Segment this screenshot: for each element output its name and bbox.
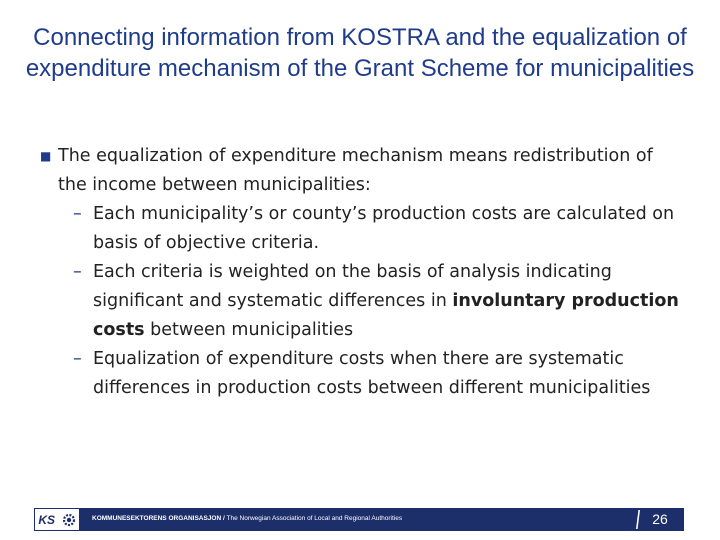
slide-title: Connecting information from KOSTRA and the equalization of expenditure mechanism of the Grant Scheme for municipalities: [25, 24, 695, 82]
dash-bullet-icon: –: [73, 262, 82, 282]
main-bullet: [40, 142, 680, 200]
footer-org-name: KOMMUNESEKTORENS ORGANISASJON /: [92, 515, 225, 522]
sub-bullet-2-text-start: Each criteria is weighted on the basis of analysis indicating significant and systematic differences in: [93, 262, 612, 311]
ks-logo-text: KS: [38, 512, 55, 527]
sub-bullet-1-text: Each municipality’s or county’s production costs are calculated on basis of objective criteria.: [93, 204, 675, 253]
dash-bullet-icon: –: [73, 349, 82, 369]
slide-body: [40, 142, 680, 403]
footer-bar: [34, 508, 684, 531]
square-bullet-icon: ■: [40, 149, 52, 163]
sub-bullet-2-text-end: between municipalities: [144, 320, 354, 340]
footer-organization: [92, 515, 402, 522]
sub-bullet-1: [40, 200, 680, 258]
gear-icon: [62, 513, 76, 527]
sub-bullet-2-text: [93, 262, 679, 340]
sub-bullet-3: [40, 345, 680, 403]
footer-org-subtitle: The Norwegian Association of Local and Regional Authorities: [226, 515, 403, 522]
main-bullet-text: The equalization of expenditure mechanism means redistribution of the income between municipalities:: [58, 146, 653, 195]
page-number: 26: [652, 511, 668, 527]
sub-bullet-2-emphasis: involuntary production costs: [93, 291, 679, 340]
sub-bullet-2: [40, 258, 680, 345]
sub-bullet-3-text: Equalization of expenditure costs when there are systematic differences in production costs between different municipalities: [93, 349, 651, 398]
dash-bullet-icon: –: [73, 204, 82, 224]
ks-logo: [34, 508, 80, 531]
